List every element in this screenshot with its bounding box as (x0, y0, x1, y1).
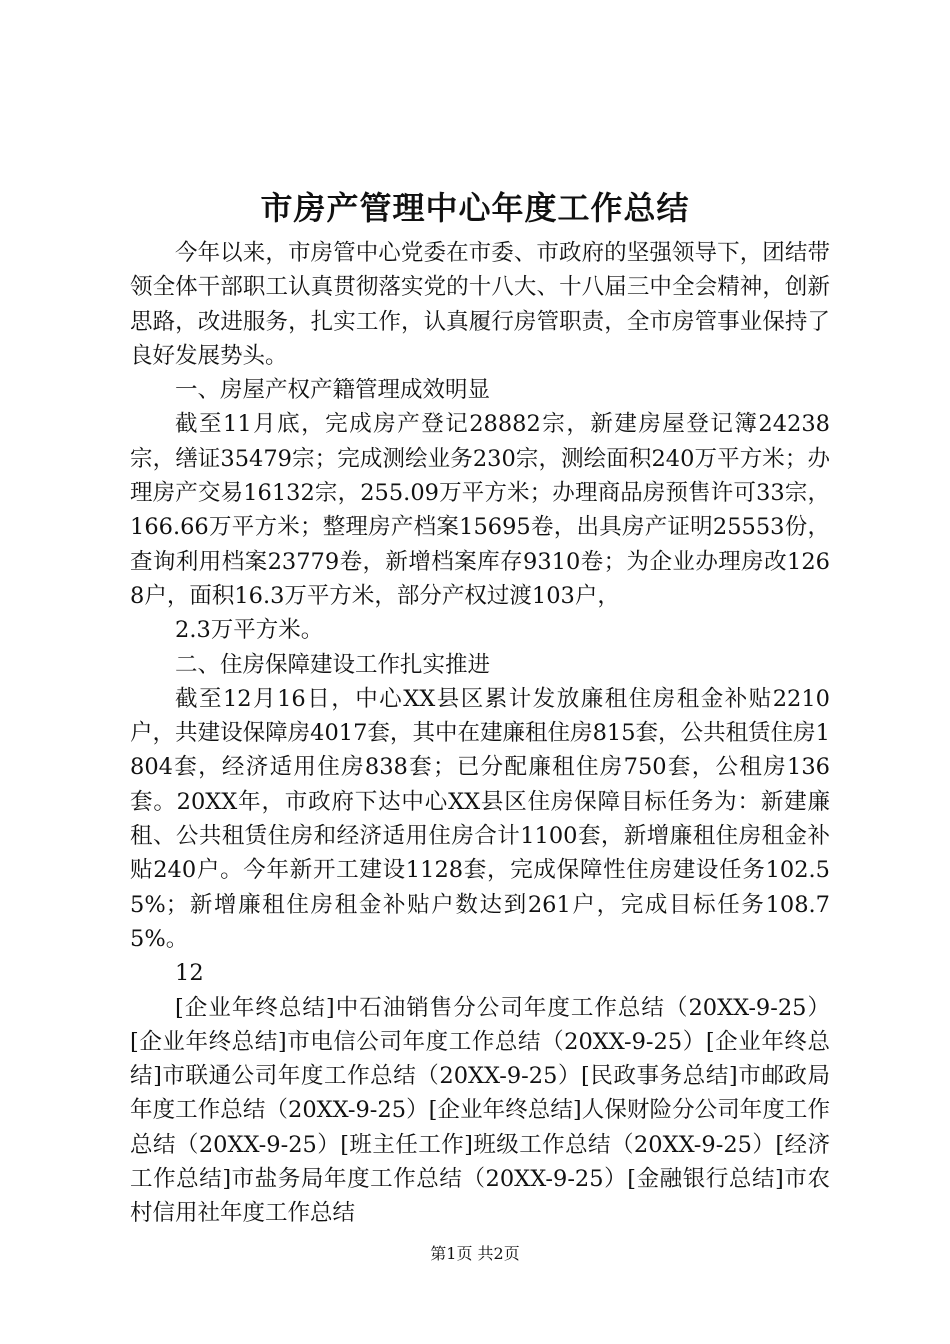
section-1-paragraph: 截至11月底，完成房产登记28882宗，新建房屋登记簿24238宗，缮证35479宗；完成测绘业务230宗，测绘面积240万平方米；办理房产交易16132宗，255.09万平方米；办理商品房预售许可33宗，166.66万平方米；整理房产档案15695卷，出具房产证明25553份，查询利用档案23779卷，新增档案库存9310卷；为企业办理房改1268户，面积16.3万平方米，部分产权过渡103户， (130, 411, 830, 609)
document-body (130, 236, 830, 1231)
section-heading-2: 二、住房保障建设工作扎实推进 (175, 651, 491, 678)
section-1-continuation: 2.3万平方米。 (175, 617, 324, 644)
related-links-paragraph: [企业年终总结]中石油销售分公司年度工作总结（20XX-9-25）[企业年终总结]市电信公司年度工作总结（20XX-9-25）[企业年终总结]市联通公司年度工作总结（20XX-9-25）[民政事务总结]市邮政局年度工作总结（20XX-9-25）[企业年终总结]人保财险分公司年度工作总结（20XX-9-25）[班主任工作]班级工作总结（20XX-9-25）[经济工作总结]市盐务局年度工作总结（20XX-9-25）[金融银行总结]市农村信用社年度工作总结 (130, 994, 830, 1227)
document-title: 市房产管理中心年度工作总结 (260, 189, 690, 227)
section-heading-1: 一、房屋产权产籍管理成效明显 (175, 377, 491, 404)
page-marker: 12 (175, 960, 204, 987)
section-2-paragraph: 截至12月16日，中心XX县区累计发放廉租住房租金补贴2210户，共建设保障房4017套，其中在建廉租住房815套，公共租赁住房1804套，经济适用住房838套；已分配廉租住房750套，公租房136套。20XX年，市政府下达中心XX县区住房保障目标任务为：新建廉租、公共租赁住房和经济适用住房合计1100套，新增廉租住房租金补贴240户。今年新开工建设1128套，完成保障性住房建设任务102.55%；新增廉租住房租金补贴户数达到261户，完成目标任务108.75%。 (130, 685, 830, 952)
page-footer: 第1页 共2页 (430, 1244, 520, 1263)
intro-paragraph: 今年以来，市房管中心党委在市委、市政府的坚强领导下，团结带领全体干部职工认真贯彻落实党的十八大、十八届三中全会精神，创新思路，改进服务，扎实工作，认真履行房管职责，全市房管事业保持了良好发展势头。 (130, 240, 830, 369)
